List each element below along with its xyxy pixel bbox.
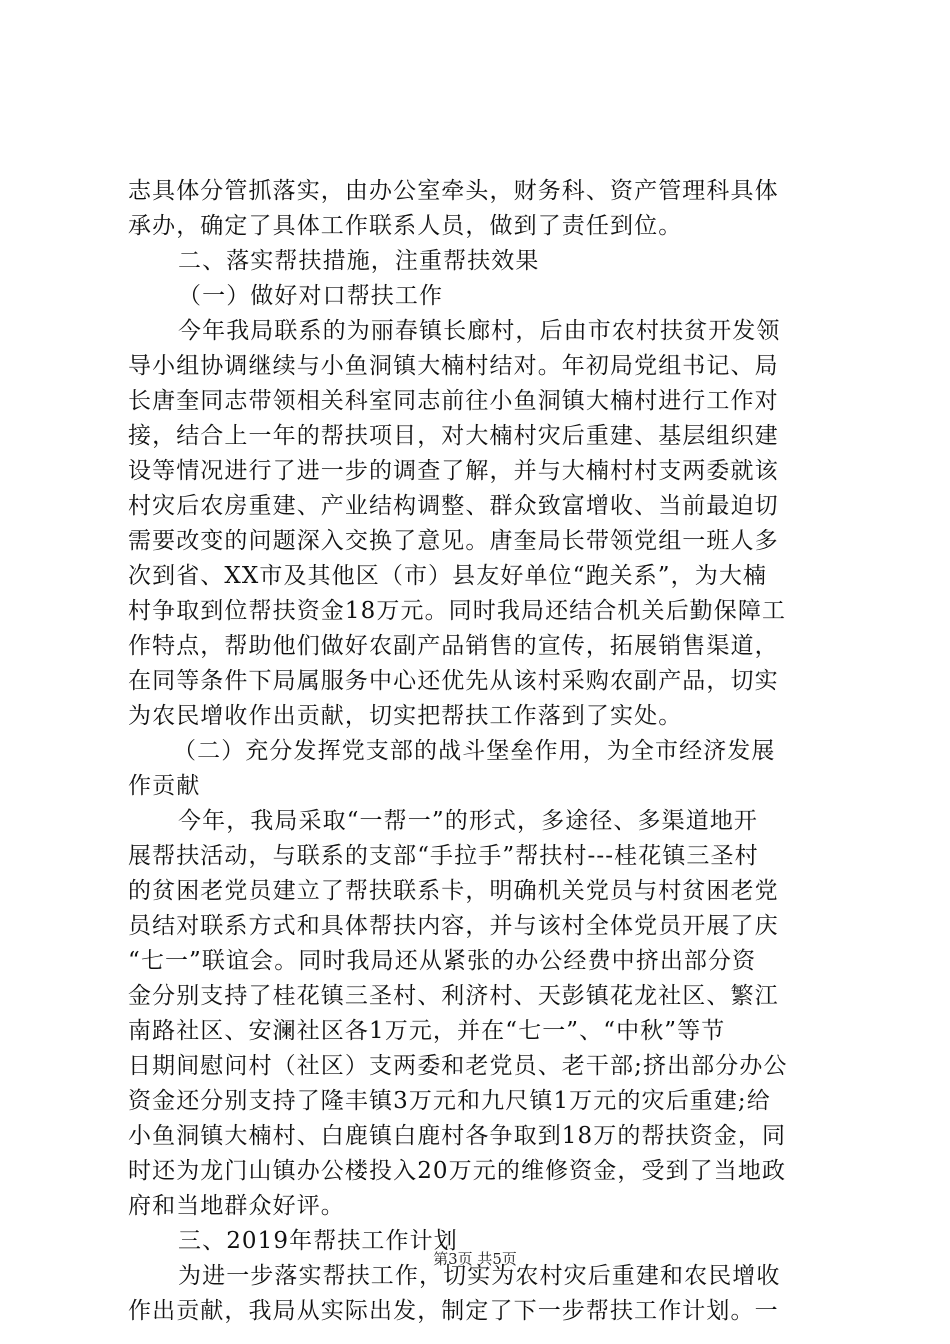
text-line: 小鱼洞镇大楠村、白鹿镇白鹿村各争取到18万的帮扶资金，同 <box>128 1123 787 1149</box>
text-line: 接，结合上一年的帮扶项目，对大楠村灾后重建、基层组织建 <box>128 423 779 449</box>
text-line: 次到省、XX市及其他区（市）县友好单位“跑关系”，为大楠 <box>128 563 768 589</box>
text-line: 时还为龙门山镇办公楼投入20万元的维修资金，受到了当地政 <box>128 1158 787 1184</box>
text-line: 在同等条件下局属服务中心还优先从该村采购农副产品，切实 <box>128 668 779 694</box>
subsection-heading: （二）充分发挥党支部的战斗堡垒作用，为全市经济发展 <box>173 738 776 764</box>
text-line: 金分别支持了桂花镇三圣村、利济村、天彭镇花龙社区、繁江 <box>128 983 779 1009</box>
text-line: 承办，确定了具体工作联系人员，做到了责任到位。 <box>128 213 683 239</box>
section-heading: 三、2019年帮扶工作计划 <box>178 1228 458 1254</box>
page-footer <box>0 1248 950 1270</box>
text-line: 展帮扶活动，与联系的支部“手拉手”帮扶村---桂花镇三圣村 <box>128 843 759 869</box>
text-line: 南路社区、安澜社区各1万元，并在“七一”、“中秋”等节 <box>128 1018 726 1044</box>
paragraph-start: 为进一步落实帮扶工作，切实为农村灾后重建和农民增收 <box>178 1263 781 1289</box>
page-number-label: 第3页 共5页 <box>433 1250 517 1268</box>
text-line: 作贡献 <box>128 773 201 799</box>
text-line: 作特点，帮助他们做好农副产品销售的宣传，拓展销售渠道， <box>128 633 779 659</box>
text-line: 志具体分管抓落实，由办公室牵头，财务科、资产管理科具体 <box>128 178 779 204</box>
paragraph-start: 今年我局联系的为丽春镇长廊村，后由市农村扶贫开发领 <box>178 318 781 344</box>
paragraph-start: 今年，我局采取“一帮一”的形式，多途径、多渠道地开 <box>178 808 759 834</box>
subsection-heading: （一）做好对口帮扶工作 <box>178 283 444 309</box>
text-line: 需要改变的问题深入交换了意见。唐奎局长带领党组一班人多 <box>128 528 779 554</box>
document-body <box>128 174 832 1329</box>
text-line: 长唐奎同志带领相关科室同志前往小鱼洞镇大楠村进行工作对 <box>128 388 779 414</box>
text-line: 资金还分别支持了隆丰镇3万元和九尺镇1万元的灾后重建;给 <box>128 1088 771 1114</box>
text-line: 导小组协调继续与小鱼洞镇大楠村结对。年初局党组书记、局 <box>128 353 779 379</box>
text-line: 设等情况进行了进一步的调查了解，并与大楠村村支两委就该 <box>128 458 779 484</box>
text-line: 的贫困老党员建立了帮扶联系卡，明确机关党员与村贫困老党 <box>128 878 779 904</box>
text-line: 为农民增收作出贡献，切实把帮扶工作落到了实处。 <box>128 703 683 729</box>
text-line: 员结对联系方式和具体帮扶内容，并与该村全体党员开展了庆 <box>128 913 779 939</box>
text-line: 村灾后农房重建、产业结构调整、群众致富增收、当前最迫切 <box>128 493 779 519</box>
text-line: 村争取到位帮扶资金18万元。同时我局还结合机关后勤保障工 <box>128 598 787 624</box>
text-line: “七一”联谊会。同时我局还从紧张的办公经费中挤出部分资 <box>128 948 757 974</box>
text-line: 府和当地群众好评。 <box>128 1193 345 1219</box>
section-heading: 二、落实帮扶措施，注重帮扶效果 <box>178 248 540 274</box>
text-line: 作出贡献，我局从实际出发，制定了下一步帮扶工作计划。一 <box>128 1298 779 1324</box>
text-line: 日期间慰问村（社区）支两委和老党员、老干部;挤出部分办公 <box>128 1053 788 1079</box>
